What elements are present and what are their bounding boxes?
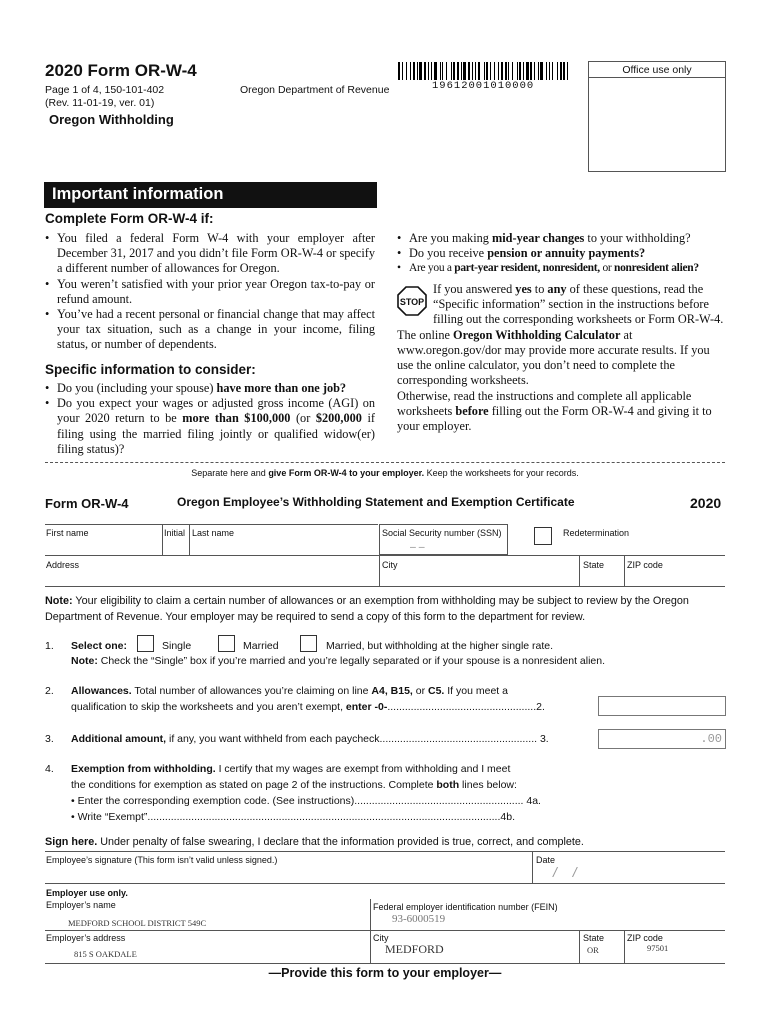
initial-label: Initial	[164, 528, 186, 538]
employer-name-label: Employer’s name	[46, 900, 116, 910]
complete-heading: Complete Form OR-W-4 if:	[45, 211, 214, 226]
last-name-label: Last name	[192, 528, 235, 538]
ssn-label: Social Security number (SSN)	[382, 528, 502, 538]
cut-line	[45, 462, 725, 463]
city-label: City	[382, 560, 398, 570]
line4a-text: • Enter the corresponding exemption code. (See instructions).......................................................... 4a.	[71, 795, 541, 807]
allowances-input[interactable]	[598, 696, 726, 716]
married-higher-rate-label: Married, but withholding at the higher single rate.	[326, 640, 554, 652]
revision: (Rev. 11-01-19, ver. 01)	[45, 97, 155, 109]
list-item: • Do you expect your wages or adjusted gross income (AGI) on your 2020 return to be more than $100,000 (or $200,000 if filing using the married filing jointly or qualified widow(er) filing status)?	[45, 396, 375, 457]
cents-suffix: .00	[700, 732, 722, 746]
ssn-mask: – –	[410, 541, 425, 553]
line3-number: 3.	[45, 733, 54, 745]
single-checkbox[interactable]	[137, 635, 154, 652]
line2-number: 2.	[45, 685, 54, 697]
employer-city-label: City	[373, 933, 389, 943]
complete-list	[45, 231, 375, 353]
important-heading-bar	[44, 182, 377, 208]
state-label: State	[583, 560, 605, 570]
sign-statement: Sign here. Under penalty of false swearing, I declare that the information provided is true, correct, and complete.	[45, 836, 584, 848]
barcode-number: 19612001010000	[432, 80, 535, 92]
list-item: • You filed a federal Form W-4 with your employer after December 31, 2017 and you didn’t file Form OR-W-4 or specify a different number of allowances for Oregon.	[45, 231, 375, 277]
list-item: • Do you (including your spouse) have more than one job?	[45, 381, 375, 396]
line1-note: Note: Check the “Single” box if you’re married and you’re legally separated or if your spouse is a nonresident alien.	[71, 655, 606, 667]
date-field[interactable]	[533, 866, 725, 882]
fein-label: Federal employer identification number (FEIN)	[373, 902, 558, 912]
specific-heading: Specific information to consider:	[45, 362, 256, 377]
eligibility-note: Note: Your eligibility to claim a certain number of allowances or an exemption from withholding may be subject to review by the Oregon Department of Revenue. Your employer may be required to send a copy of this form to the department for review.	[45, 595, 689, 623]
zip-label: ZIP code	[627, 560, 663, 570]
employer-state-value[interactable]: OR	[587, 945, 599, 955]
line4b-text: • Write “Exempt”.........................................................................................................................4b.	[71, 811, 515, 823]
address-input[interactable]	[45, 572, 378, 586]
employer-zip-label: ZIP code	[627, 933, 663, 943]
specific-list	[45, 381, 375, 457]
signature-label: Employee’s signature (This form isn’t valid unless signed.)	[46, 855, 278, 865]
first-name-input[interactable]	[45, 540, 161, 554]
important-heading: Important information	[52, 185, 224, 203]
employer-city-value[interactable]: MEDFORD	[385, 942, 444, 956]
date-mask: / /	[553, 864, 583, 880]
form-label: Form OR-W-4	[45, 496, 129, 511]
right-question-list	[397, 231, 727, 277]
last-name-input[interactable]	[190, 540, 378, 554]
list-item: • Do you receive pension or annuity payments?	[397, 246, 727, 261]
employer-name-value[interactable]: MEDFORD SCHOOL DISTRICT 549C	[68, 918, 207, 928]
form-title: 2020 Form OR-W-4	[45, 61, 197, 80]
line4-text-cont: the conditions for exemption as stated on page 2 of the instructions. Complete both lines below:	[71, 779, 517, 791]
additional-amount-input[interactable]	[598, 729, 726, 749]
signature-field[interactable]	[45, 866, 531, 882]
form-full-title: Oregon Employee’s Withholding Statement and Exemption Certificate	[177, 495, 575, 509]
barcode	[398, 62, 570, 80]
office-use-label: Office use only	[622, 64, 692, 76]
zip-input[interactable]	[625, 572, 725, 586]
employer-address-label: Employer’s address	[46, 933, 126, 943]
page-info: Page 1 of 4, 150-101-402	[45, 84, 165, 96]
line2-text-cont: qualification to skip the worksheets and you aren’t exempt, enter -0-...................................................2.	[71, 701, 545, 713]
first-name-label: First name	[46, 528, 89, 538]
initial-input[interactable]	[163, 540, 188, 554]
form-subtitle: Oregon Withholding	[49, 112, 174, 127]
list-item: • Are you making mid-year changes to your withholding?	[397, 231, 727, 246]
married-checkbox[interactable]	[218, 635, 235, 652]
line1-label: Select one:	[71, 640, 128, 652]
date-label: Date	[536, 855, 556, 865]
married-label: Married	[243, 640, 279, 652]
state-input[interactable]	[580, 572, 623, 586]
list-item: • You weren’t satisfied with your prior year Oregon tax-to-pay or refund amount.	[45, 277, 375, 307]
employer-heading: Employer use only.	[46, 888, 128, 898]
exempt-input[interactable]	[598, 809, 724, 825]
address-label: Address	[46, 560, 80, 570]
fein-value[interactable]: 93-6000519	[392, 913, 446, 925]
stop-paragraph: If you answered yes to any of these questions, read the “Specific information” section in the instructions before filling out the corresponding worksheets or Form OR-W-4. The online Oregon Withholding Calculator at www.oregon.gov/dor may provide more accurate results. If you use the online calculator, you don’t need to complete the corresponding worksheets.	[397, 282, 724, 388]
employer-zip-value[interactable]: 97501	[647, 943, 669, 953]
list-item: • You’ve had a recent personal or financial change that may affect your tax situation, such as a change in your income, filing status, or number of dependents.	[45, 307, 375, 353]
redetermination-checkbox[interactable]	[534, 527, 552, 545]
redetermination-label: Redetermination	[563, 528, 630, 538]
footer-instruction: —Provide this form to your employer—	[268, 966, 502, 980]
line4-number: 4.	[45, 763, 54, 775]
department: Oregon Department of Revenue	[240, 84, 390, 96]
employer-address-value[interactable]: 815 S OAKDALE	[74, 949, 137, 959]
married-higher-rate-checkbox[interactable]	[300, 635, 317, 652]
office-use-box	[588, 61, 726, 172]
otherwise-paragraph: Otherwise, read the instructions and complete all applicable worksheets before filling out the Form OR-W-4 and giving it to your employer.	[397, 389, 712, 434]
form-year: 2020	[690, 495, 722, 511]
line1-number: 1.	[45, 640, 54, 652]
exemption-code-input[interactable]	[598, 793, 724, 809]
single-label: Single	[162, 640, 192, 652]
line3-text: Additional amount, if any, you want withheld from each paycheck...................................................... 3.	[71, 733, 549, 745]
svg-text:STOP: STOP	[399, 297, 425, 307]
line2-text: Allowances. Total number of allowances you’re claiming on line A4, B15, or C5. If you meet a	[71, 685, 508, 697]
line4-text: Exemption from withholding. I certify that my wages are exempt from withholding and I meet	[71, 763, 511, 775]
separator-text: Separate here and give Form OR-W-4 to your employer. Keep the worksheets for your records.	[191, 468, 579, 478]
employer-state-label: State	[583, 933, 605, 943]
city-input[interactable]	[380, 572, 578, 586]
list-item: • Are you a part-year resident, nonresident, or nonresident alien?	[397, 261, 727, 276]
